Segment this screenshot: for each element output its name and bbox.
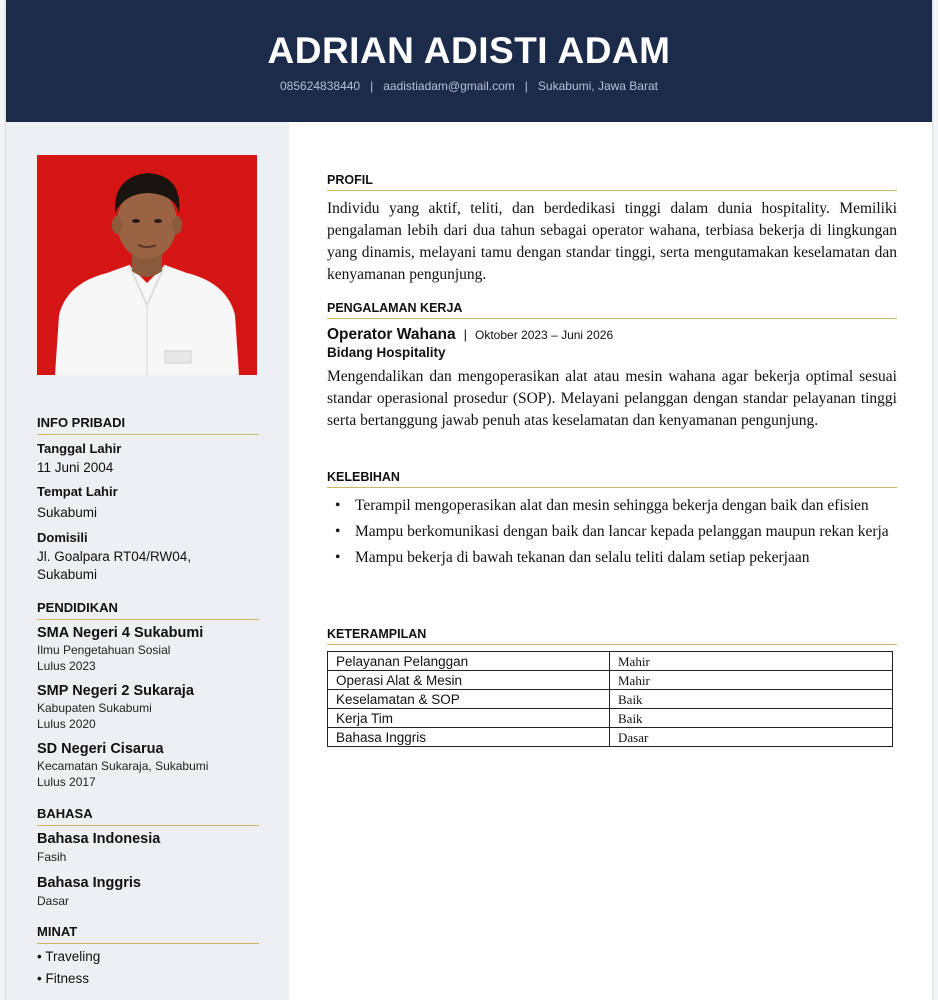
strengths-heading: KELEBIHAN (327, 470, 897, 488)
language-level: Dasar (37, 894, 70, 908)
language-heading: BAHASA (37, 806, 259, 826)
skill-level: Baik (610, 709, 893, 728)
job-title-line (327, 326, 613, 344)
list-item (327, 521, 897, 543)
skill-level: Baik (610, 690, 893, 709)
list-item (327, 495, 897, 517)
domicile-value: Jl. Goalpara RT04/RW04, Sukabumi (37, 549, 192, 582)
skill-level: Dasar (610, 728, 893, 747)
contact-separator: | (524, 79, 528, 93)
education-school: SMP Negeri 2 Sukaraja (37, 683, 194, 699)
contact-line (6, 78, 932, 94)
bullet-icon: • (335, 549, 341, 566)
bullet-icon: • (335, 497, 341, 514)
contact-separator: | (370, 79, 374, 93)
main-content (289, 122, 932, 1000)
table-row (328, 652, 893, 671)
birth-date-label: Tanggal Lahir (37, 441, 122, 456)
education-year: Lulus 2023 (37, 659, 96, 673)
phone-number: 085624838440 (280, 79, 361, 93)
profile-photo (37, 155, 257, 375)
job-description: Mengendalikan dan mengoperasikan alat atau mesin wahana agar bekerja optimal sesuai standar operasional prosedur (SOP). Melayani pelanggan dengan standar pelayanan tinggi serta bertanggung jawab penuh atas keselamatan dan kenyamanan pengunjung. (327, 368, 897, 429)
birth-date-value: 11 Juni 2004 (37, 460, 114, 475)
profile-heading: PROFIL (327, 173, 897, 191)
interest-heading: MINAT (37, 924, 259, 944)
education-detail: Ilmu Pengetahuan Sosial (37, 643, 171, 657)
profile-text: Individu yang aktif, teliti, dan berdedikasi tinggi dalam dunia hospitality. Memiliki pengalaman lebih dari dua tahun sebagai operator wahana, terbiasa bekerja di lingkungan yang dinamis, melayani tamu dengan standar tinggi, serta mengutamakan keselamatan dan kenyamanan pengunjung. (327, 200, 897, 283)
skills-heading: KETERAMPILAN (327, 627, 897, 645)
education-year: Lulus 2017 (37, 775, 96, 789)
domicile-label: Domisili (37, 530, 88, 545)
email-address: aadistiadam@gmail.com (383, 79, 515, 93)
strengths-list (327, 495, 897, 573)
table-row (328, 690, 893, 709)
experience-heading: PENGALAMAN KERJA (327, 301, 897, 319)
education-school: SD Negeri Cisarua (37, 741, 164, 757)
table-row (328, 671, 893, 690)
strength-text: Terampil mengoperasikan alat dan mesin sehingga bekerja dengan baik dan efisien (355, 497, 869, 514)
strength-text: Mampu berkomunikasi dengan baik dan lancar kepada pelanggan maupun rekan kerja (355, 523, 889, 540)
skills-table (327, 651, 893, 747)
list-item (327, 547, 897, 569)
job-period: Oktober 2023 – Juni 2026 (475, 328, 614, 342)
education-detail: Kabupaten Sukabumi (37, 701, 152, 715)
language-level: Fasih (37, 850, 67, 864)
job-title: Operator Wahana (327, 326, 456, 343)
birth-place-label: Tempat Lahir (37, 484, 118, 499)
skill-name: Kerja Tim (328, 709, 610, 728)
education-detail: Kecamatan Sukaraja, Sukabumi (37, 759, 209, 773)
bullet-icon: • (335, 523, 341, 540)
resume-header (6, 0, 932, 122)
skill-name: Keselamatan & SOP (328, 690, 610, 709)
resume-page (6, 0, 932, 1000)
job-separator: | (463, 327, 468, 342)
table-row (328, 728, 893, 747)
job-field: Bidang Hospitality (327, 345, 446, 360)
sidebar (6, 122, 289, 1000)
location: Sukabumi, Jawa Barat (537, 79, 658, 93)
interest-item: • Traveling (37, 949, 101, 964)
person-photo-illustration (37, 155, 257, 375)
skill-name: Operasi Alat & Mesin (328, 671, 610, 690)
interest-item: • Fitness (37, 971, 89, 986)
education-year: Lulus 2020 (37, 717, 96, 731)
skill-name: Bahasa Inggris (328, 728, 610, 747)
skill-level: Mahir (610, 652, 893, 671)
birth-place-value: Sukabumi (37, 505, 98, 520)
candidate-name: ADRIAN ADISTI ADAM (267, 30, 671, 71)
language-name: Bahasa Indonesia (37, 831, 161, 847)
language-name: Bahasa Inggris (37, 875, 141, 891)
skill-name: Pelayanan Pelanggan (328, 652, 610, 671)
table-row (328, 709, 893, 728)
education-heading: PENDIDIKAN (37, 600, 259, 620)
strength-text: Mampu bekerja di bawah tekanan dan selalu teliti dalam setiap pekerjaan (355, 549, 810, 566)
education-school: SMA Negeri 4 Sukabumi (37, 625, 204, 641)
info-pribadi-heading: INFO PRIBADI (37, 415, 259, 435)
skill-level: Mahir (610, 671, 893, 690)
